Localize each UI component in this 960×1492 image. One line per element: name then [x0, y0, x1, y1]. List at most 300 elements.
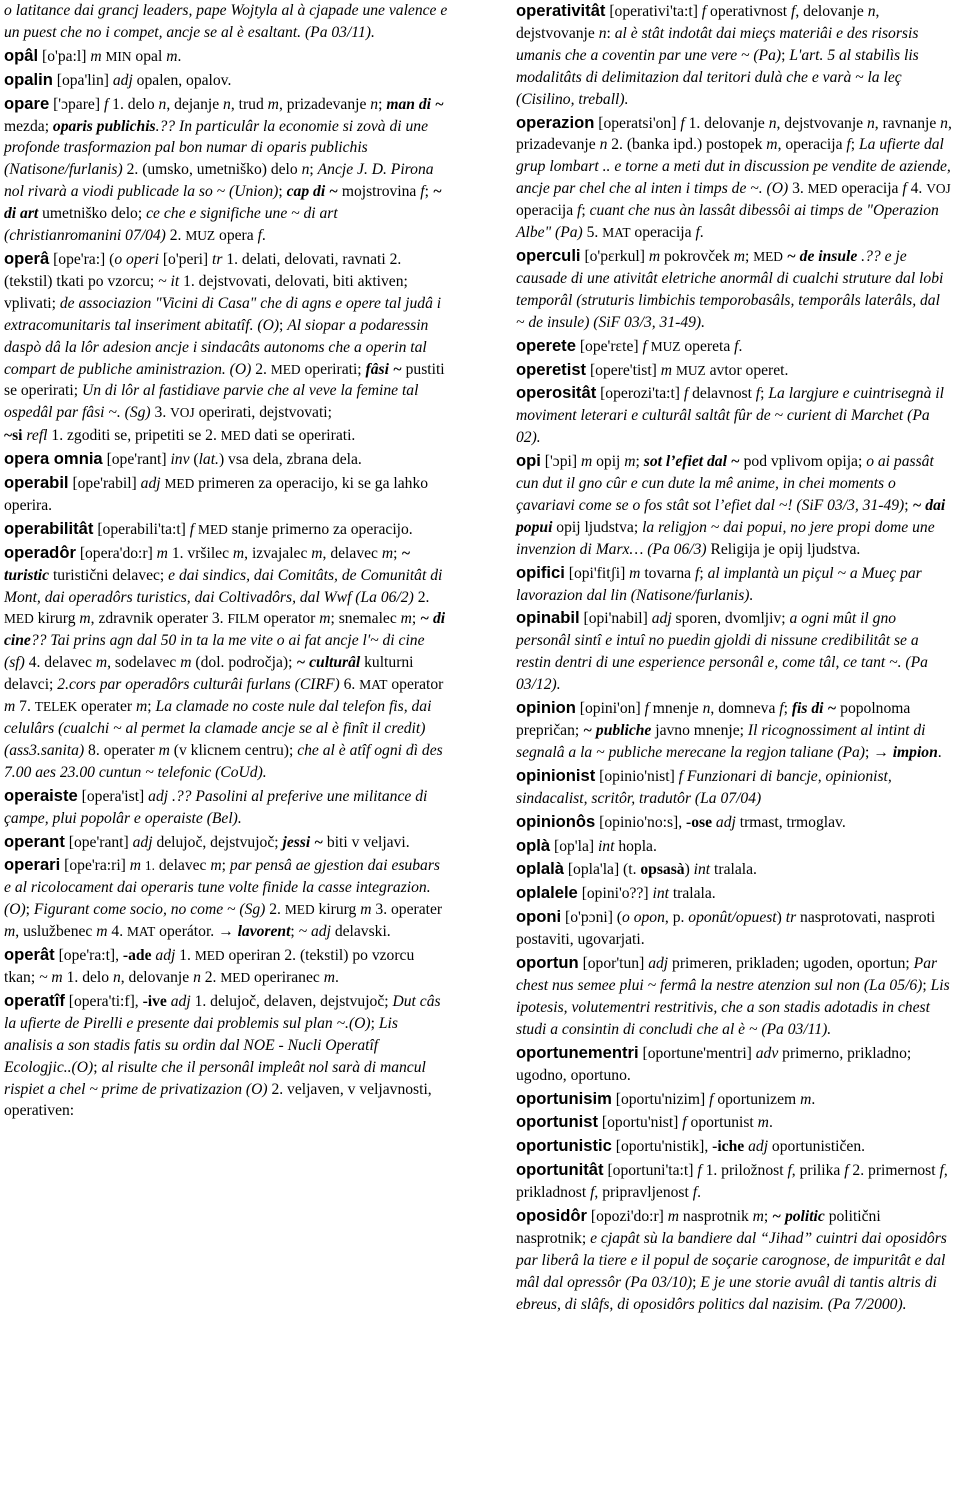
entry-text: .	[738, 337, 743, 355]
entry-italic-text: f	[779, 700, 784, 718]
entry-field-label: FILM	[227, 611, 260, 627]
entry-field-label: MED	[807, 181, 838, 197]
entry-text: (v klicnem centru);	[169, 741, 298, 759]
dictionary-entry-operositat	[516, 382, 952, 449]
entry-text: tralala.	[668, 885, 716, 903]
entry-text: [opla'la] (t.	[563, 861, 641, 879]
dictionary-entry-oportunementri	[516, 1042, 952, 1087]
entry-italic-text: L'art. 5 al stabilìs lis modalitâts di delimitazion dal teritori dulà che e varà ~ la leç (Cisilino, treball).	[516, 46, 919, 108]
entry-text: ;	[783, 700, 792, 718]
entry-italic-text: adj	[651, 610, 672, 628]
entry-text: 2.	[265, 901, 285, 919]
entry-headword: operetist	[516, 359, 587, 379]
entry-text: 1. delovanje	[684, 114, 769, 132]
entry-headword: opera omnia	[4, 449, 103, 469]
entry-text: 7.	[15, 698, 35, 716]
entry-italic-text: Funzionari di bancje, opinionist, sindacalist, scritôr, tradutôr (La 07/04)	[516, 767, 892, 807]
entry-italic-text: m	[129, 857, 142, 875]
dictionary-entry-opera-si	[4, 425, 448, 447]
entry-italic-text: Dut câs la ufierte de Pirelli e presente dai problemis sul plan ~.(O)	[4, 992, 441, 1032]
entry-field-label: MED	[284, 902, 315, 918]
entry-italic-text: 2.cors par operadôrs culturâi furlans (CIRF)	[57, 676, 340, 694]
entry-field-label: MUZ	[185, 228, 216, 244]
entry-text: , uslužbenec	[15, 923, 97, 941]
entry-headword: operabilitât	[4, 518, 94, 538]
entry-field-label: 1.	[144, 858, 155, 874]
entry-headword: oplalà	[516, 859, 564, 879]
dictionary-entry-operculi	[516, 245, 952, 334]
entry-text: 3. operater	[371, 901, 443, 919]
entry-italic-text: f	[844, 1162, 849, 1180]
entry-text: [opi'fitʃi]	[564, 564, 630, 582]
entry-text: primeren za operacijo, ki se ga lahko operira.	[4, 475, 429, 514]
entry-italic-text: o opon	[622, 909, 665, 927]
entry-headword: oportunistic	[516, 1136, 612, 1156]
entry-text: 2.	[200, 968, 221, 986]
entry-headword: oportunist	[516, 1112, 599, 1132]
entry-text: tovarna	[640, 564, 695, 582]
entry-text: nasprotnik	[679, 1208, 753, 1226]
dictionary-entry-opal	[4, 45, 448, 68]
entry-italic-text: m	[381, 544, 394, 562]
entry-text: operiranec	[250, 968, 324, 986]
entry-text: , prikladnost	[516, 1162, 948, 1202]
entry-headword: operete	[516, 335, 576, 355]
entry-italic-text: al risulte che il personâl impleât nol sarà di mancul rispiet a chel ~ prime de privatizazion (O)	[4, 1058, 426, 1098]
entry-italic-text: n	[193, 968, 201, 986]
entry-text: :	[606, 24, 615, 42]
entry-italic-text: m	[267, 95, 279, 113]
entry-text: primerno, prikladno; ugodno, oportuno.	[516, 1044, 912, 1084]
entry-phrase: sot l’efiet dal ~	[643, 453, 740, 471]
entry-text: , operacija	[777, 136, 847, 154]
entry-text: 2.	[413, 588, 430, 606]
entry-italic-text: f	[678, 767, 683, 785]
entry-text: 1.	[175, 947, 195, 965]
entry-text: ;	[221, 857, 230, 875]
entry-italic-text: adj	[112, 71, 133, 89]
entry-italic-text: .?? Pasolini al preferive une militance di çampe, plui popolâr e operaiste (Bel).	[4, 787, 428, 827]
entry-text: avtor operet.	[705, 361, 789, 379]
entry-text: opij	[592, 453, 625, 471]
dictionary-entry-opalin	[4, 69, 448, 92]
entry-headword: oponi	[516, 907, 562, 927]
entry-phrase: impion	[892, 743, 938, 761]
entry-headword: oplalele	[516, 883, 578, 903]
entry-headword: operadôr	[4, 542, 76, 562]
entry-headword: operabil	[4, 473, 69, 493]
entry-italic-text: m	[624, 453, 636, 471]
entry-text: [oportune'mentri]	[638, 1044, 756, 1062]
entry-field-label: VOJ	[926, 181, 951, 197]
entry-field-label: MED	[198, 521, 228, 537]
entry-text: , prizadevanje	[278, 95, 371, 113]
entry-bold-text: -ose	[686, 813, 713, 831]
entry-italic-text: f	[787, 1162, 792, 1180]
entry-headword: operant	[4, 831, 65, 851]
entry-text: 1. priložnost	[701, 1162, 788, 1180]
entry-italic-text: f	[420, 183, 425, 201]
entry-italic-text: m	[800, 1090, 812, 1108]
entry-headword: oportunitât	[516, 1160, 604, 1180]
entry-phrase: man di ~	[386, 95, 444, 113]
entry-phrase: fâsi ~	[365, 360, 402, 378]
entry-bold-text: →	[218, 923, 234, 941]
entry-italic-text: f	[695, 564, 700, 582]
entry-field-label: MED	[270, 361, 301, 377]
entry-text: .	[699, 224, 704, 242]
dictionary-entry-operatif	[4, 990, 448, 1122]
entry-text: ) vsa dela, zbrana dela.	[218, 451, 362, 469]
entry-text: [o'peri]	[158, 250, 213, 268]
entry-text: ;	[760, 385, 769, 403]
entry-text: , delovanje	[795, 3, 868, 20]
entry-phrase: lavorent	[237, 923, 291, 941]
entry-text: biti v veljavi.	[323, 833, 410, 851]
dictionary-entry-opi	[516, 450, 952, 561]
entry-text: opera	[215, 227, 258, 245]
dictionary-entry-oportunisim	[516, 1088, 952, 1111]
entry-italic-text: adj	[140, 475, 161, 493]
entry-text: kirurg	[314, 901, 361, 919]
entry-italic-text: m	[136, 698, 148, 716]
entry-text: operater	[77, 698, 137, 716]
entry-text: 3.	[788, 180, 808, 198]
entry-phrase: cap di ~	[286, 183, 338, 201]
entry-text: 2.	[251, 360, 271, 378]
entry-text: 2. veljaven, v veljavnosti, operativen:	[4, 1080, 432, 1120]
entry-field-label: MED	[164, 476, 195, 492]
entry-italic-text: n	[867, 3, 876, 20]
left-column	[4, 0, 448, 1123]
entry-text: [oportuni'ta:t]	[603, 1162, 698, 1180]
entry-text: primeren, prikladen; ugoden, oportun;	[668, 955, 914, 973]
entry-field-label: MED	[220, 969, 251, 985]
entry-text: operirati;	[300, 360, 366, 378]
entry-text: 1. delujoč, delaven, dejstvujoč;	[190, 992, 393, 1010]
dictionary-entry-oportunistic	[516, 1135, 952, 1158]
entry-text: 4.	[107, 923, 127, 941]
entry-text: .	[811, 1090, 816, 1108]
entry-italic-text: f	[682, 1114, 687, 1132]
entry-text: [opozi'do:r]	[586, 1208, 668, 1226]
entry-italic-text: adj	[170, 992, 191, 1010]
entry-text: [opini'on]	[575, 700, 645, 718]
entry-headword: opâl	[4, 45, 39, 65]
entry-headword: operatîf	[4, 990, 65, 1010]
entry-field-label: MUZ	[650, 338, 681, 354]
entry-italic-text: m	[166, 47, 178, 65]
entry-italic-text: ~ adj	[298, 923, 331, 941]
entry-italic-text: m	[660, 361, 673, 379]
entry-headword: oportunisim	[516, 1088, 612, 1108]
entry-italic-text: m	[752, 1208, 764, 1226]
entry-text: 5.	[582, 224, 603, 242]
entry-italic-text: f	[734, 337, 739, 355]
entry-italic-text: lat.	[198, 451, 219, 469]
entry-italic-text: n	[702, 700, 711, 718]
entry-text: , prizadevanje	[516, 114, 952, 154]
entry-text: , trud	[230, 95, 268, 113]
entry-italic-text: f	[683, 385, 689, 403]
entry-italic-text: Lis ipotesis, volutementri restritivis, che a son stadis adotadis in chest studi a consintin di concludi che al è ~ (Pa 03/11).	[516, 976, 950, 1038]
entry-italic-text: m	[311, 544, 323, 562]
entry-italic-text: f	[644, 700, 649, 718]
entry-text: (	[189, 451, 199, 469]
entry-italic-text: n	[301, 161, 310, 179]
entry-italic-text: adj	[132, 833, 153, 851]
entry-text: [opinio'nist]	[595, 767, 679, 785]
entry-text: 2.	[165, 227, 186, 245]
entry-headword: opare	[4, 93, 50, 113]
entry-italic-text: m	[733, 247, 745, 265]
entry-text: ;	[904, 496, 913, 514]
entry-italic-text: adj	[715, 813, 736, 831]
entry-italic-text: par pensâ ae gjestion dai esubars e al ricolocament dai operaris tune volte finide la casse integrazion. (O)	[4, 857, 440, 919]
entry-phrase: ~ di cine	[4, 610, 446, 650]
entry-italic-text: la religjon ~ dai popui, no jere propi dome une invenzion di Marx… (Pa 06/3)	[516, 518, 935, 558]
entry-text: [op'la]	[550, 837, 598, 855]
entry-italic-text: m	[4, 923, 16, 941]
dictionary-entry-opinionist	[516, 765, 952, 810]
entry-italic-text: m	[629, 564, 641, 582]
entry-text: ['ɔpi]	[540, 453, 581, 471]
entry-text: .	[768, 1114, 773, 1132]
entry-italic-text: Il ricognossiment al intint di segnalâ a la ~ publiche merecane la regjon taliane (Pa)	[516, 722, 926, 761]
dictionary-entry-operativitat	[516, 0, 952, 111]
entry-text: ;	[864, 743, 874, 761]
entry-text: .	[261, 227, 266, 245]
dictionary-entry-oplalele	[516, 882, 952, 905]
entry-field-label: MUZ	[675, 362, 706, 378]
entry-italic-text: f	[680, 114, 685, 132]
entry-text: [operativi'ta:t]	[605, 3, 702, 20]
entry-italic-text: m	[400, 610, 412, 628]
entry-phrase: ~ culturâl	[296, 654, 361, 672]
entry-text: turistični delavec;	[49, 566, 169, 584]
entry-italic-text: n	[768, 114, 777, 132]
entry-phrase: ~ dai popui	[516, 496, 946, 536]
entry-text: [ope'ra:t],	[54, 947, 123, 965]
entry-italic-text: f	[697, 1162, 702, 1180]
entry-phrase: ~ turistic	[4, 544, 411, 584]
entry-text: oportunizem	[713, 1090, 801, 1108]
entry-italic-text: o operi	[114, 250, 159, 268]
dictionary-entry-oportun	[516, 952, 952, 1041]
entry-text: 4. delavec	[24, 654, 96, 672]
entry-text: delavnost	[688, 385, 756, 403]
entry-italic-text: m	[580, 453, 593, 471]
dictionary-entry-operat	[4, 944, 448, 989]
entry-italic-text: m	[648, 247, 661, 265]
entry-text: 1. dejstvovati, delovati, biti aktiven; vplivati;	[4, 272, 408, 312]
entry-italic-text: e dai sindics, dai Comitâts, de Comunitât di Mont, dai operadôrs turistics, dai Coltivadôrs, dal Wwf (La 06/2)	[4, 566, 443, 606]
entry-text: (dol. področja);	[191, 654, 297, 672]
entry-phrase: oparis publichis	[52, 117, 156, 135]
entry-text: ; snemalec	[330, 610, 401, 628]
entry-text: [opera'ist]	[77, 787, 149, 805]
entry-text: operacija	[837, 180, 903, 198]
entry-italic-text: f	[695, 224, 700, 242]
entry-text: , p.	[664, 909, 689, 927]
dictionary-entry-opla	[516, 835, 952, 858]
dictionary-entry-operaiste	[4, 785, 448, 830]
dictionary-entry-oplala	[516, 858, 952, 881]
dictionary-entry-operabil	[4, 472, 448, 517]
entry-headword: oportunementri	[516, 1042, 639, 1062]
dictionary-entry-opinionos	[516, 811, 952, 834]
entry-text: ;	[411, 610, 421, 628]
entry-phrase: fis di ~	[791, 700, 837, 718]
entry-italic-text: n	[158, 95, 167, 113]
entry-text: ;	[424, 183, 433, 201]
entry-text: ;	[93, 1058, 102, 1076]
entry-phrase: ~ di art	[4, 183, 442, 223]
entry-text: [oportu'nistik],	[611, 1138, 713, 1156]
entry-text: 1. delati, delovati, ravnati 2. (tekstil) tkati po vzorcu;	[4, 250, 402, 290]
entry-italic-text: n	[867, 114, 875, 132]
entry-text: Religija je opij ljudstva.	[706, 540, 861, 558]
entry-text: ;	[290, 923, 299, 941]
dictionary-entry-oponi	[516, 906, 952, 951]
entry-text: , sodelavec	[107, 654, 181, 672]
entry-text: mezda;	[4, 117, 53, 135]
entry-italic-text: m	[766, 136, 778, 154]
entry-italic-text: f	[939, 1162, 944, 1180]
entry-italic-text: a ogni mût il gno personâl sintî e intuî no puedin gjoldi di nissune credibilitât se a restin dentri di une esperience personâl e, come tâl, ce tant ~. (Pa 03/12).	[516, 610, 928, 694]
entry-italic-text: m	[180, 654, 192, 672]
entry-italic-text: m	[232, 544, 245, 562]
entry-text: operator	[259, 610, 320, 628]
entry-text: , delovanje	[120, 968, 194, 986]
entry-text: )	[776, 909, 786, 927]
dictionary-entry-operabilitat	[4, 518, 448, 541]
entry-italic-text: f	[577, 202, 582, 220]
entry-italic-text: int	[693, 861, 711, 879]
dictionary-entry-oposidor	[516, 1205, 952, 1316]
entry-text: , ravnanje	[874, 114, 941, 132]
entry-italic-text: .?? e je causade di une ativitât eletriche anormâl di cualchi struture dal lobi temporâl (struturis limbichis temporobasâls, temporâls laterâls, dal ~ de insule) (SiF 03/3, 31-49).	[516, 247, 944, 331]
entry-headword: operazion	[516, 112, 595, 132]
entry-text: [o'pa:l]	[38, 47, 91, 65]
entry-italic-text: ~ m	[39, 968, 63, 986]
entry-italic-text: m	[79, 610, 91, 628]
entry-text: 3.	[150, 404, 171, 422]
entry-text: mojstrovina	[337, 183, 421, 201]
entry-text: oportunist	[686, 1114, 758, 1132]
entry-italic-text: f	[642, 337, 647, 355]
entry-text: operator	[387, 676, 444, 694]
entry-text: [operatsi'on]	[594, 114, 681, 132]
dictionary-entry-L0	[4, 0, 448, 44]
entry-text: ;	[378, 95, 387, 113]
entry-text: 2. primernost	[848, 1162, 940, 1180]
entry-text: opalen, opalov.	[132, 71, 232, 89]
entry-text: pod vplivom opija;	[739, 453, 867, 471]
entry-text: operátor.	[155, 923, 219, 941]
entry-headword: opalin	[4, 69, 53, 89]
entry-italic-text: n	[598, 24, 607, 42]
entry-italic-text: adj	[648, 955, 669, 973]
entry-headword: opinabil	[516, 608, 580, 628]
entry-italic-text: m	[4, 698, 16, 716]
entry-headword: oplà	[516, 835, 551, 855]
entry-italic-text: oponût/opuest	[688, 909, 777, 927]
entry-italic-text: n	[223, 95, 231, 113]
dictionary-entry-opinabil	[516, 607, 952, 696]
entry-bold-text: ~si	[4, 427, 23, 445]
entry-text: ;	[309, 161, 318, 179]
entry-text: ;	[370, 1014, 379, 1032]
entry-italic-text: m	[210, 857, 222, 875]
entry-phrase: ~ politic	[772, 1208, 825, 1226]
entry-italic-text: che al è atîf ogni dì des 7.00 aes 23.00 cuntun ~ telefonic (CoUd).	[4, 741, 443, 781]
entry-text: ;	[635, 453, 644, 471]
entry-italic-text: tr	[785, 909, 797, 927]
entry-text: hopla.	[614, 837, 657, 855]
entry-italic-text: m	[757, 1114, 769, 1132]
entry-italic-text: cuant che nus àn lassât dibessôi ai timps de "Operazion Albe" (Pa)	[516, 202, 939, 242]
entry-italic-text: e cjapât sù la bandiere dal “Jihad” cuintri dai oposidôrs par liberâ la tiere e il popul de soçarie carognose, de impuritât e dal mâl dal opressôr (Pa 03/10)	[516, 1229, 947, 1291]
entry-text: ;	[25, 901, 34, 919]
entry-text: oportunističen.	[768, 1138, 866, 1156]
entry-bold-text: -ade	[122, 947, 152, 965]
entry-headword: opinion	[516, 698, 576, 718]
dictionary-entry-operazion	[516, 112, 952, 244]
entry-phrase: ~ de insule	[786, 247, 858, 265]
entry-italic-text: n	[112, 968, 121, 986]
entry-italic-text: m	[158, 741, 170, 759]
right-column	[516, 0, 952, 1317]
entry-field-label: MAT	[127, 924, 156, 940]
entry-text: , delavec	[322, 544, 382, 562]
entry-phrase: ~ publiche	[583, 722, 652, 739]
entry-headword: opi	[516, 451, 541, 471]
entry-italic-text: Figurant come socio, no come ~ (Sg)	[33, 901, 266, 919]
dictionary-entry-operetist	[516, 359, 952, 382]
entry-text: ;	[692, 1273, 701, 1291]
entry-italic-text: ~ it	[158, 272, 180, 290]
entry-italic-text: adj	[155, 947, 176, 965]
entry-headword: operativitât	[516, 1, 606, 20]
entry-text: , prilika	[791, 1162, 845, 1180]
entry-headword: oportun	[516, 953, 579, 973]
entry-text: 1. zgoditi se, pripetiti se 2.	[47, 427, 221, 445]
entry-text: ;	[763, 1208, 773, 1226]
entry-italic-text: int	[597, 837, 615, 855]
entry-bold-text: opsasà	[640, 861, 685, 879]
entry-headword: operaiste	[4, 785, 78, 805]
entry-italic-text: f	[257, 227, 262, 245]
entry-headword: operositât	[516, 383, 597, 403]
entry-italic-text: f	[189, 520, 195, 538]
entry-text: [opini'o??]	[577, 885, 653, 903]
dictionary-entry-operete	[516, 335, 952, 358]
dictionary-entry-operari	[4, 854, 448, 943]
entry-text: [opere'tist]	[586, 361, 661, 379]
entry-text: kulturni delavci;	[4, 654, 414, 694]
entry-text: [operabili'ta:t]	[93, 520, 190, 538]
entry-text: ;	[581, 202, 590, 220]
entry-italic-text: tr	[212, 250, 223, 268]
entry-text: [oportu'nizim]	[611, 1090, 710, 1108]
entry-text: ;	[147, 698, 156, 716]
entry-text: javno mnenje;	[651, 722, 748, 739]
entry-text: ;	[850, 136, 859, 154]
entry-italic-text: Ancje J. D. Pirona nol rivarà a viodi publicade la so ~ (Union)	[4, 161, 434, 201]
entry-phrase: jessi ~	[282, 833, 323, 851]
entry-text: 6.	[339, 676, 360, 694]
